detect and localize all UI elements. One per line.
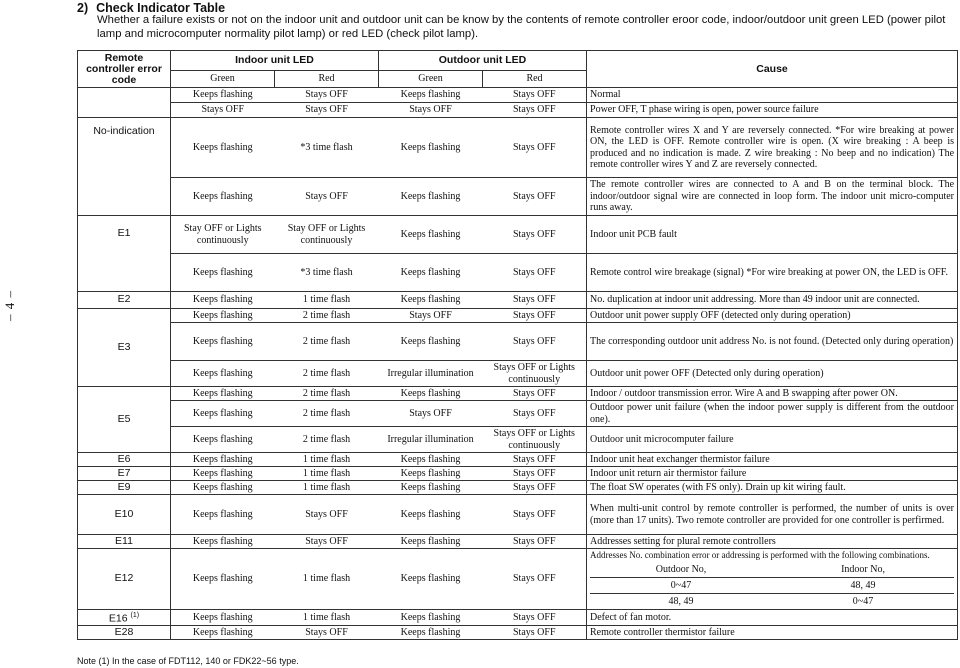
indoor-red-led: *3 time flash (275, 254, 379, 292)
indoor-red-led: Stays OFF (275, 103, 379, 118)
indoor-red-led: 2 time flash (275, 323, 379, 361)
cause: Remote control wire breakage (signal) *For wire breaking at power ON, the LED is OFF. (587, 254, 958, 292)
cause: Outdoor power unit failure (when the indoor power supply is different from the outdoor one). (587, 401, 958, 427)
indoor-red-led: *3 time flash (275, 118, 379, 178)
cause-header: Cause (587, 51, 958, 88)
table-row (78, 453, 958, 467)
outdoor-green-led: Irregular illumination (379, 427, 483, 453)
outdoor-green-led: Irregular illumination (379, 361, 483, 387)
indoor-green-led: Keeps flashing (171, 549, 275, 610)
outdoor-red-led: Stays OFF (483, 292, 587, 309)
table-row (78, 178, 958, 216)
cause: When multi-unit control by remote controller is performed, the number of units is over (more than 17 units). Two remote controller are provided for one controller is perfirmed. (587, 495, 958, 535)
outdoor-red-led: Stays OFF (483, 453, 587, 467)
outdoor-red-led: Stays OFF (483, 387, 587, 401)
indoor-green-led: Keeps flashing (171, 361, 275, 387)
error-code-no-indication: No-indication (78, 118, 171, 216)
outdoor-green-led: Stays OFF (379, 103, 483, 118)
table-row (78, 88, 958, 103)
cause: Defect of fan motor. (587, 610, 958, 626)
outdoor-red-led: Stays OFF (483, 88, 587, 103)
indoor-red-led: 1 time flash (275, 481, 379, 495)
cause: The remote controller wires are connected to A and B on the terminal block. The indoor/outdoor signal wire are connected in loop form. The indoor unit micro-computer runs away. (587, 178, 958, 216)
outdoor-green-led: Keeps flashing (379, 453, 483, 467)
footnote-marker: (1) (130, 612, 140, 619)
outdoor-green-led: Keeps flashing (379, 535, 483, 549)
cause: Power OFF, T phase wiring is open, power source failure (587, 103, 958, 118)
table-row (78, 427, 958, 453)
e16-code: E16 (108, 612, 128, 625)
indoor-green-led: Keeps flashing (171, 309, 275, 323)
outdoor-red-led: Stays OFF (483, 535, 587, 549)
indoor-green-led: Keeps flashing (171, 626, 275, 640)
indoor-red-led: 1 time flash (275, 453, 379, 467)
error-code-e1: E1 (78, 216, 171, 292)
outdoor-green-led: Keeps flashing (379, 467, 483, 481)
combination-header-row (590, 562, 954, 578)
indoor-green-led: Keeps flashing (171, 453, 275, 467)
cause: Indoor unit return air thermistor failure (587, 467, 958, 481)
outdoor-red-led: Stays OFF (483, 626, 587, 640)
indoor-red-led: Stays OFF (275, 88, 379, 103)
indoor-green-led: Keeps flashing (171, 387, 275, 401)
cause: Remote controller thermistor failure (587, 626, 958, 640)
table-row (78, 535, 958, 549)
indoor-green-led: Keeps flashing (171, 254, 275, 292)
indoor-green-led: Keeps flashing (171, 401, 275, 427)
error-code-e9: E9 (78, 481, 171, 495)
cause: No. duplication at indoor unit addressing. More than 49 indoor unit are connected. (587, 292, 958, 309)
outdoor-red-led: Stays OFF (483, 118, 587, 178)
header-row (78, 51, 958, 71)
table-row (78, 103, 958, 118)
table-row (78, 361, 958, 387)
combination-header: Outdoor No, (655, 564, 707, 575)
indoor-red-led: Stay OFF or Lights continuously (275, 216, 379, 254)
error-code-e28: E28 (78, 626, 171, 640)
cause (587, 549, 958, 610)
cause: Outdoor unit microcomputer failure (587, 427, 958, 453)
indoor-green-led: Keeps flashing (171, 427, 275, 453)
error-code-e5: E5 (78, 387, 171, 453)
outdoor-red-led: Stays OFF or Lights continuously (483, 427, 587, 453)
outdoor-green-led: Keeps flashing (379, 387, 483, 401)
table-row (78, 467, 958, 481)
indoor-green-led: Stays OFF (171, 103, 275, 118)
error-code (78, 88, 171, 118)
cause: Normal (587, 88, 958, 103)
cause: Outdoor unit power supply OFF (detected only during operation) (587, 309, 958, 323)
table-row (78, 323, 958, 361)
outdoor-green-led: Keeps flashing (379, 118, 483, 178)
indoor-red-led: 2 time flash (275, 309, 379, 323)
outdoor-green-led: Keeps flashing (379, 323, 483, 361)
indoor-red-led: 1 time flash (275, 292, 379, 309)
outdoor-red-led: Stays OFF (483, 610, 587, 626)
outdoor-green-led: Keeps flashing (379, 216, 483, 254)
error-code-e7: E7 (78, 467, 171, 481)
table-row (78, 387, 958, 401)
section-title: Check Indicator Table (96, 1, 226, 15)
indoor-green-led: Keeps flashing (171, 118, 275, 178)
indoor-green-led: Keeps flashing (171, 88, 275, 103)
cause: The corresponding outdoor unit address No. is not found. (Detected only during operation) (587, 323, 958, 361)
indoor-red-led: 1 time flash (275, 549, 379, 610)
outdoor-green-led: Keeps flashing (379, 88, 483, 103)
outdoor-green-led: Keeps flashing (379, 549, 483, 610)
combination-cell: 48, 49 (772, 578, 954, 594)
outdoor-red-led: Stays OFF (483, 549, 587, 610)
outdoor-green-led: Keeps flashing (379, 292, 483, 309)
outdoor-red-led: Stays OFF (483, 309, 587, 323)
indoor-red-led: 1 time flash (275, 610, 379, 626)
table-row (78, 401, 958, 427)
outdoor-green-led: Keeps flashing (379, 495, 483, 535)
outdoor-red-led: Stays OFF (483, 323, 587, 361)
table-row (78, 309, 958, 323)
combination-intro: Addresses No. combination error or addressing is performed with the following combinations. (590, 550, 930, 560)
indoor-green-led: Keeps flashing (171, 323, 275, 361)
table-row (78, 549, 958, 610)
outdoor-green-led: Keeps flashing (379, 254, 483, 292)
error-code-e16 (78, 610, 171, 626)
outdoor-green-led: Keeps flashing (379, 610, 483, 626)
table-row (78, 292, 958, 309)
outdoor-green-led: Stays OFF (379, 401, 483, 427)
table-row (78, 118, 958, 178)
indoor-red-led: 2 time flash (275, 427, 379, 453)
indoor-red-led: Stays OFF (275, 495, 379, 535)
error-code-e2: E2 (78, 292, 171, 309)
cause: Indoor unit heat exchanger thermistor failure (587, 453, 958, 467)
indoor-red-led: 1 time flash (275, 467, 379, 481)
error-code-e11: E11 (78, 535, 171, 549)
table-row (78, 626, 958, 640)
cause: Indoor unit PCB fault (587, 216, 958, 254)
indoor-red-led: Stays OFF (275, 626, 379, 640)
outdoor-red-led: Stays OFF (483, 103, 587, 118)
indoor-green-led: Keeps flashing (171, 495, 275, 535)
combination-header: Indoor No, (841, 564, 885, 575)
indoor-red-led: 2 time flash (275, 387, 379, 401)
outdoor-red-led: Stays OFF (483, 178, 587, 216)
cause: The float SW operates (with FS only). Drain up kit wiring fault. (587, 481, 958, 495)
outdoor-green-led: Keeps flashing (379, 481, 483, 495)
indoor-red-led: 2 time flash (275, 401, 379, 427)
table-row (78, 216, 958, 254)
combination-cell: 0~47 (772, 594, 954, 610)
table-row (78, 481, 958, 495)
combination-cell: 48, 49 (590, 594, 772, 610)
outdoor-red-led: Stays OFF (483, 481, 587, 495)
combination-row (590, 578, 954, 594)
table-row (78, 254, 958, 292)
indoor-red-header: Red (275, 71, 379, 88)
error-code-e10: E10 (78, 495, 171, 535)
outdoor-red-led: Stays OFF (483, 254, 587, 292)
indoor-red-led: Stays OFF (275, 178, 379, 216)
outdoor-red-led: Stays OFF (483, 401, 587, 427)
outdoor-green-header: Green (379, 71, 483, 88)
indoor-green-header: Green (171, 71, 275, 88)
outdoor-red-led: Stays OFF (483, 495, 587, 535)
indoor-green-led: Keeps flashing (171, 467, 275, 481)
indoor-red-led: Stays OFF (275, 535, 379, 549)
outdoor-red-led: Stays OFF (483, 216, 587, 254)
indoor-led-header: Indoor unit LED (171, 51, 379, 71)
outdoor-led-header: Outdoor unit LED (379, 51, 587, 71)
outdoor-red-led: Stays OFF or Lights continuously (483, 361, 587, 387)
combination-row (590, 594, 954, 610)
cause: Remote controller wires X and Y are reversely connected. *For wire breaking at power ON, the LED is OFF. Remote controller wire is open. (X wire breaking : A beep is produced and no indication is made. Z wire breaking : No beep and no indication) The remote controller wires Y and Z are reversely connected. (587, 118, 958, 178)
outdoor-green-led: Keeps flashing (379, 626, 483, 640)
cause: Indoor / outdoor transmission error. Wire A and B swapping after power ON. (587, 387, 958, 401)
cause: Outdoor unit power OFF (Detected only during operation) (587, 361, 958, 387)
indoor-green-led: Keeps flashing (171, 481, 275, 495)
indoor-green-led: Keeps flashing (171, 535, 275, 549)
combination-cell: 0~47 (590, 578, 772, 594)
combination-table (590, 562, 954, 609)
page-number: – 4 – (2, 290, 17, 321)
footnote: Note (1) In the case of FDT112, 140 or FDK22~56 type. (77, 656, 299, 666)
outdoor-red-led: Stays OFF (483, 467, 587, 481)
indoor-green-led: Stay OFF or Lights continuously (171, 216, 275, 254)
indoor-red-led: 2 time flash (275, 361, 379, 387)
error-code-e12: E12 (78, 549, 171, 610)
outdoor-green-led: Keeps flashing (379, 178, 483, 216)
cause: Addresses setting for plural remote controllers (587, 535, 958, 549)
error-code-e3: E3 (78, 309, 171, 387)
check-indicator-table (77, 50, 958, 640)
indoor-green-led: Keeps flashing (171, 292, 275, 309)
error-code-e6: E6 (78, 453, 171, 467)
code-header: Remote controller error code (78, 51, 171, 88)
outdoor-green-led: Stays OFF (379, 309, 483, 323)
indoor-green-led: Keeps flashing (171, 610, 275, 626)
outdoor-red-header: Red (483, 71, 587, 88)
indoor-green-led: Keeps flashing (171, 178, 275, 216)
table-row (78, 610, 958, 626)
section-intro: Whether a failure exists or not on the indoor unit and outdoor unit can be know by the contents of remote controller eroor code, indoor/outdoor unit green LED (power pilot lamp and microcomputer normality pilot lamp) or red LED (check pilot lamp). (97, 14, 946, 40)
table-row (78, 495, 958, 535)
section-number: 2) (77, 1, 89, 15)
